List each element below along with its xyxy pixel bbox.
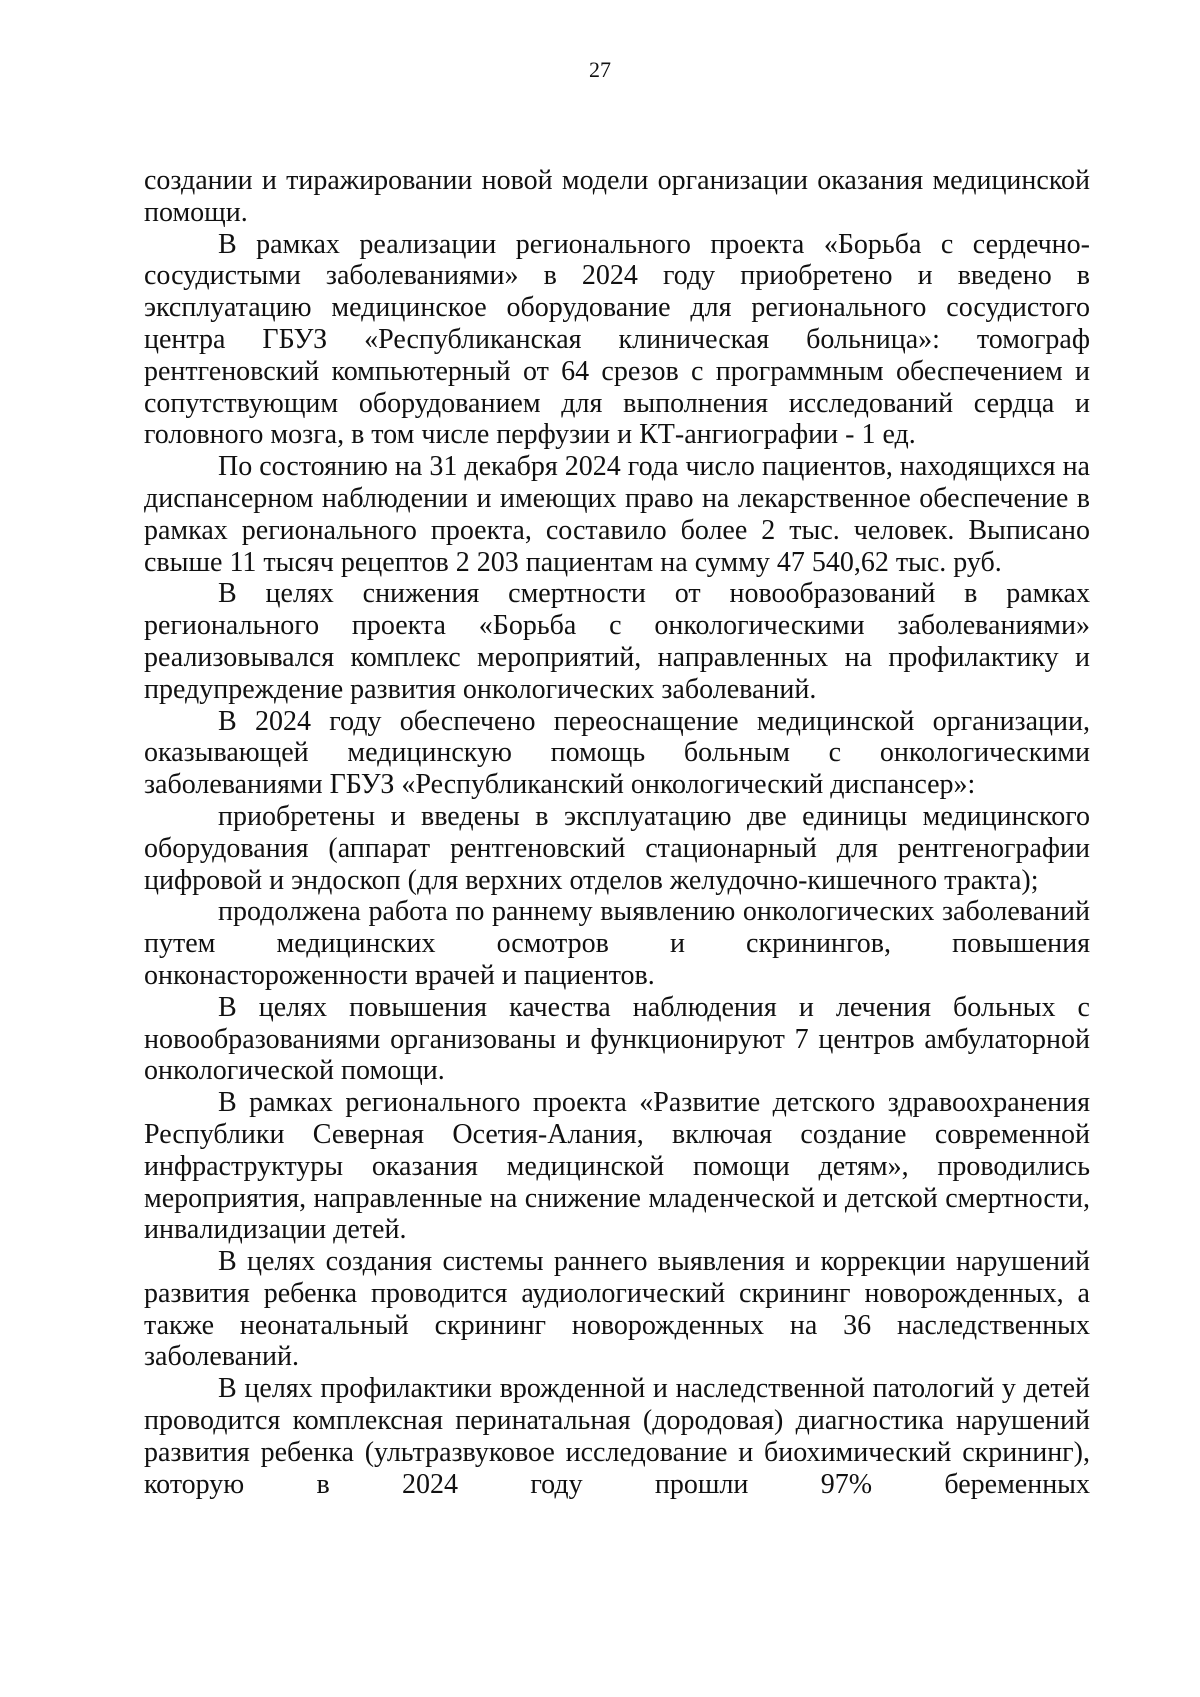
paragraph: продолжена работа по раннему выявлению онкологических заболеваний путем медицинских осмотров и скринингов, повышения онконастороженности врачей и пациентов. xyxy=(144,896,1090,991)
paragraph: По состоянию на 31 декабря 2024 года число пациентов, находящихся на диспансерном наблюдении и имеющих право на лекарственное обеспечение в рамках регионального проекта, составило более 2 тыс. человек. Выписано свыше 11 тысяч рецептов 2 203 пациентам на сумму 47 540,62 тыс. руб. xyxy=(144,451,1090,578)
paragraph: создании и тиражировании новой модели организации оказания медицинской помощи. xyxy=(144,165,1090,228)
paragraph: В целях снижения смертности от новообразований в рамках регионального проекта «Борьба с онкологическими заболеваниями» реализовывался комплекс мероприятий, направленных на профилактику и предупреждение развития онкологических заболеваний. xyxy=(144,578,1090,705)
paragraph: приобретены и введены в эксплуатацию две единицы медицинского оборудования (аппарат рентгеновский стационарный для рентгенографии цифровой и эндоскоп (для верхних отделов желудочно-кишечного тракта); xyxy=(144,800,1090,896)
paragraph: В 2024 году обеспечено переоснащение медицинской организации, оказывающей медицинскую помощь больным с онкологическими заболеваниями ГБУЗ «Республиканский онкологический диспансер»: xyxy=(144,705,1090,801)
paragraph: В целях профилактики врожденной и наследственной патологий у детей проводится комплексная перинатальная (дородовая) диагностика нарушений развития ребенка (ультразвуковое исследование и биохимический скрининг), которую в 2024 году прошли 97% беременных xyxy=(144,1373,1090,1500)
page-number: 27 xyxy=(589,57,611,82)
paragraph: В рамках регионального проекта «Развитие детского здравоохранения Республики Северная Осетия-Алания, включая создание современной инфраструктуры оказания медицинской помощи детям», проводились мероприятия, направленные на снижение младенческой и детской смертности, инвалидизации детей. xyxy=(144,1087,1090,1246)
paragraph: В целях повышения качества наблюдения и лечения больных с новообразованиями организованы и функционируют 7 центров амбулаторной онкологической помощи. xyxy=(144,991,1090,1087)
paragraph: В целях создания системы раннего выявления и коррекции нарушений развития ребенка проводится аудиологический скрининг новорожденных, а также неонатальный скрининг новорожденных на 36 наследственных заболеваний. xyxy=(144,1246,1090,1373)
paragraph: В рамках реализации регионального проекта «Борьба с сердечно-сосудистыми заболеваниями» в 2024 году приобретено и введено в эксплуатацию медицинское оборудование для регионального сосудистого центра ГБУЗ «Республиканская клиническая больница»: томограф рентгеновский компьютерный от 64 срезов с программным обеспечением и сопутствующим оборудованием для выполнения исследований сердца и головного мозга, в том числе перфузии и КТ-ангиографии - 1 ед. xyxy=(144,228,1090,451)
body-text xyxy=(144,165,1090,1500)
